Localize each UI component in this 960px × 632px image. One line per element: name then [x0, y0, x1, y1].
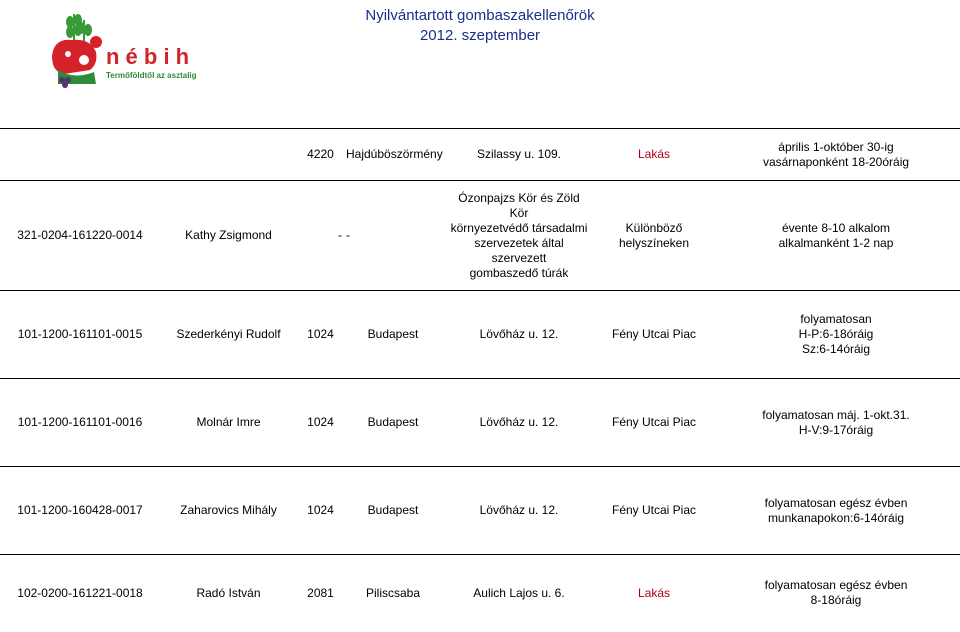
- cell-name: Zaharovics Mihály: [180, 503, 277, 517]
- cell-hours: folyamatosan máj. 1-okt.31. H-V:9-17óráig: [762, 407, 910, 437]
- cell-zip: 4220: [307, 147, 334, 161]
- cell-id: 101-1200-161101-0015: [17, 327, 143, 341]
- cell-city: Hajdúböszörmény: [346, 147, 443, 161]
- table-row: [0, 379, 960, 467]
- cell-zip: 2081: [307, 585, 334, 600]
- cell-address: Szilassy u. 109.: [476, 147, 562, 161]
- page-title: Nyilvántartott gombaszakellenőrök: [365, 7, 595, 24]
- cell-address: Lövőház u. 12.: [479, 415, 559, 429]
- cell-id: 101-1200-161101-0016: [17, 415, 143, 429]
- registry-table: [0, 128, 960, 632]
- cell-location: Lakás: [637, 147, 671, 161]
- cell-location: Különböző helyszíneken: [618, 220, 690, 250]
- cell-zip: 1024: [307, 415, 334, 429]
- nebih-logo: [44, 8, 204, 88]
- cell-hours: évente 8-10 alkalom alkalmanként 1-2 nap: [778, 220, 894, 250]
- cell-name: [160, 129, 297, 181]
- cell-name: Szederkényi Rudolf: [176, 327, 281, 341]
- title-block: [340, 6, 620, 46]
- cell-name: Molnár Imre: [196, 415, 261, 429]
- cell-address: Aulich Lajos u. 6.: [473, 585, 565, 600]
- cell-id: 101-1200-160428-0017: [17, 503, 143, 517]
- cell-name: Kathy Zsigmond: [185, 228, 272, 242]
- cell-zip: 1024: [307, 327, 334, 341]
- cell-zip: -: [338, 228, 342, 242]
- cell-city: -: [346, 228, 350, 242]
- cell-hours: folyamatosan egész évben munkanapokon:6-14óráig: [764, 495, 908, 525]
- cell-hours: április 1-október 30-ig vasárnaponként 18-20óráig: [762, 139, 910, 169]
- table-row: [0, 291, 960, 379]
- cell-id: 321-0204-161220-0014: [17, 228, 143, 242]
- cell-city: Budapest: [367, 415, 419, 429]
- cell-city: Budapest: [367, 327, 419, 341]
- cell-zip: 1024: [307, 503, 334, 517]
- cell-city: Budapest: [367, 503, 419, 517]
- cell-address: Ózonpajzs Kör és Zöld Kör környezetvédő társadalmi szervezetek által szervezett gombaszedő túrák: [450, 190, 588, 280]
- table-row: [0, 129, 960, 181]
- cell-id: [0, 129, 160, 181]
- cell-hours: folyamatosan H-P:6-18óráig Sz:6-14óráig: [798, 312, 874, 356]
- table-row: [0, 555, 960, 632]
- table-row: [0, 181, 960, 291]
- cell-id: 102-0200-161221-0018: [17, 585, 143, 600]
- cell-hours: folyamatosan egész évben 8-18óráig: [764, 578, 908, 608]
- page-subtitle: 2012. szeptember: [419, 27, 541, 44]
- cell-location: Fény Utcai Piac: [611, 327, 697, 341]
- cell-address: Lövőház u. 12.: [479, 327, 559, 341]
- cell-name: Radó István: [196, 585, 261, 600]
- logo-tagline: Termőföldtől az asztalig: [106, 71, 197, 80]
- table-row: [0, 467, 960, 555]
- cell-location: Fény Utcai Piac: [611, 415, 697, 429]
- cell-city: Piliscsaba: [365, 585, 421, 600]
- cell-address: Lövőház u. 12.: [479, 503, 559, 517]
- cell-location: Lakás: [637, 585, 671, 600]
- page-header: [0, 0, 960, 128]
- logo-text: n é b i h: [106, 44, 190, 69]
- cell-location: Fény Utcai Piac: [611, 503, 697, 517]
